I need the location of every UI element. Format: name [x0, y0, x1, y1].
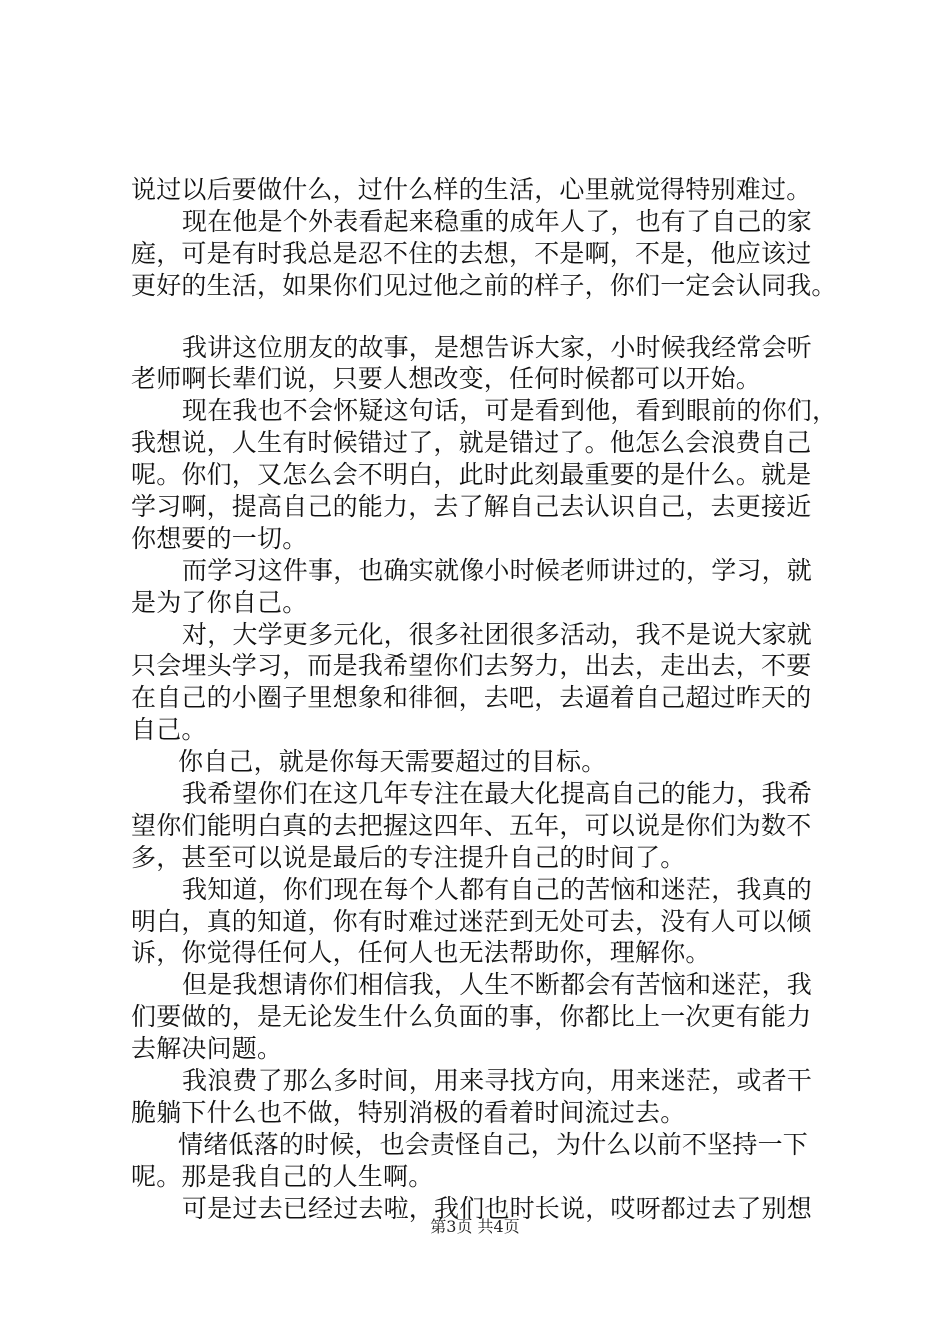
text-line: 情绪低落的时候，也会责怪自己，为什么以前不坚持一下 [178, 1129, 809, 1159]
text-line: 你想要的一切。 [131, 523, 308, 553]
text-line: 诉，你觉得任何人，任何人也无法帮助你，理解你。 [131, 938, 711, 968]
text-line: 自己。 [131, 715, 207, 745]
text-line: 去解决问题。 [131, 1034, 283, 1064]
text-line: 在自己的小圈子里想象和徘徊，去吧，去逼着自己超过昨天的 [131, 683, 812, 713]
text-line: 你自己，就是你每天需要超过的目标。 [178, 747, 607, 777]
text-line: 说过以后要做什么，过什么样的生活，心里就觉得特别难过。 [131, 175, 812, 204]
text-line: 对，大学更多元化，很多社团很多活动，我不是说大家就 [182, 619, 813, 649]
text-line: 明白，真的知道，你有时难过迷茫到无处可去，没有人可以倾 [131, 906, 812, 936]
text-line: 更好的生活，如果你们见过他之前的样子，你们一定会认同我。 [131, 270, 837, 300]
text-line: 望你们能明白真的去把握这四年、五年，可以说是你们为数不 [131, 810, 812, 840]
text-line: 呢。那是我自己的人生啊。 [131, 1161, 434, 1191]
text-line: 我希望你们在这几年专注在最大化提高自己的能力，我希 [182, 779, 813, 809]
text-line: 只会埋头学习，而是我希望你们去努力，出去，走出去，不要 [131, 651, 812, 681]
text-line: 是为了你自己。 [131, 587, 308, 617]
paragraph-gap [131, 302, 851, 332]
text-line: 庭，可是有时我总是忍不住的去想，不是啊，不是，他应该过 [131, 238, 812, 268]
text-line: 我想说，人生有时候错过了，就是错过了。他怎么会浪费自己 [131, 428, 812, 458]
text-line: 现在他是个外表看起来稳重的成年人了，也有了自己的家 [182, 206, 813, 236]
text-line: 可是过去已经过去啦，我们也时长说，哎呀都过去了别想 [182, 1193, 813, 1223]
text-line: 们要做的，是无论发生什么负面的事，你都比上一次更有能力 [131, 1002, 812, 1032]
text-line: 而学习这件事，也确实就像小时候老师讲过的，学习，就 [182, 555, 813, 585]
text-line: 我知道，你们现在每个人都有自己的苦恼和迷茫，我真的 [182, 874, 813, 904]
text-line: 老师啊长辈们说，只要人想改变，任何时候都可以开始。 [131, 364, 762, 394]
text-line: 学习啊，提高自己的能力，去了解自己去认识自己，去更接近 [131, 492, 812, 522]
text-line: 呢。你们，又怎么会不明白，此时此刻最重要的是什么。就是 [131, 460, 812, 490]
text-line: 我讲这位朋友的故事，是想告诉大家，小时候我经常会听 [182, 332, 813, 362]
page-footer: 第3页 共4页 [430, 1217, 520, 1236]
text-line: 脆躺下什么也不做，特别消极的看着时间流过去。 [131, 1097, 686, 1127]
text-line: 但是我想请你们相信我，人生不断都会有苦恼和迷茫，我 [182, 970, 813, 1000]
text-line: 我浪费了那么多时间，用来寻找方向，用来迷茫，或者干 [182, 1066, 813, 1096]
document-body [131, 174, 851, 1225]
text-line: 多，甚至可以说是最后的专注提升自己的时间了。 [131, 842, 686, 872]
text-line: 现在我也不会怀疑这句话，可是看到他，看到眼前的你们， [182, 396, 838, 426]
